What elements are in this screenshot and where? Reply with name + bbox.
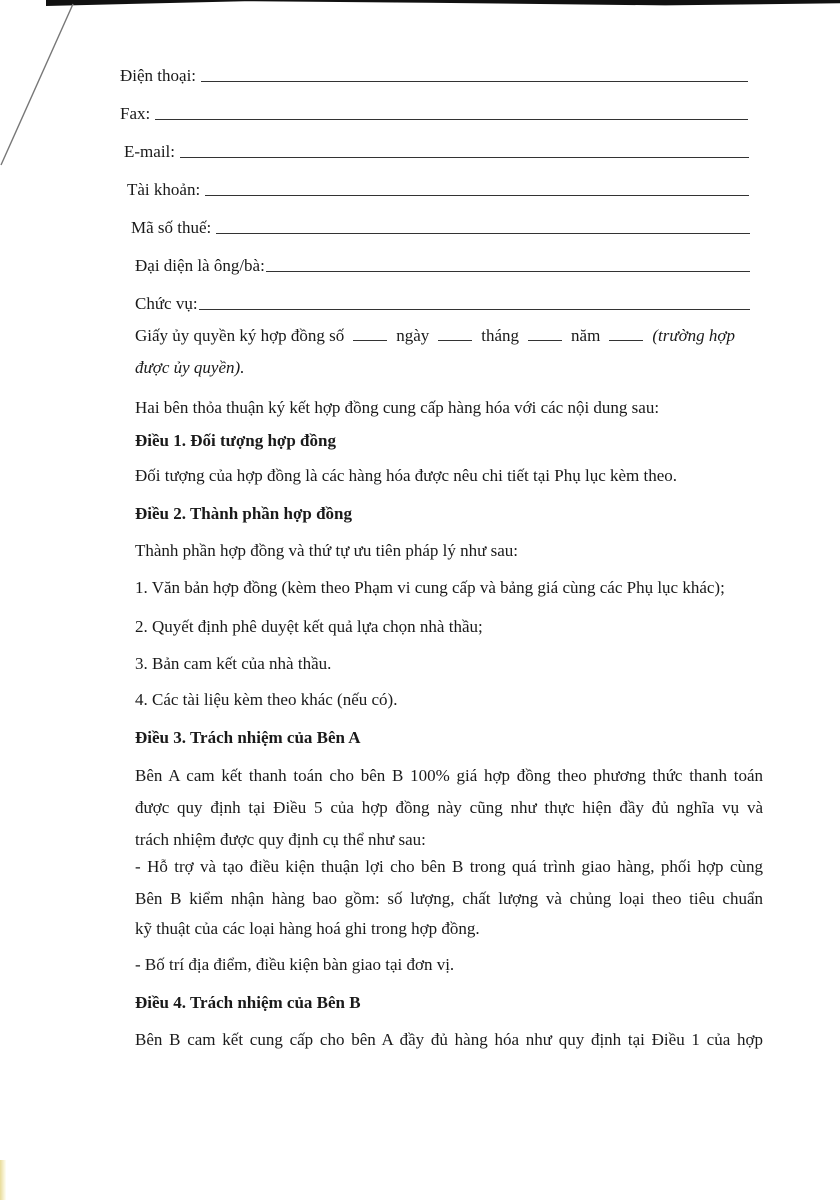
page-edge-corner: [0, 1160, 6, 1200]
article2-item: 3. Bản cam kết của nhà thầu.: [135, 654, 332, 673]
position-field[interactable]: [135, 290, 750, 314]
article3-title: Điều 3. Trách nhiệm của Bên A: [135, 728, 361, 747]
fax-field[interactable]: [120, 100, 748, 124]
tax-code-field[interactable]: [131, 214, 750, 238]
page-edge-shadow: [46, 0, 840, 6]
fax-label: Fax:: [120, 104, 151, 123]
article1-title: Điều 1. Đối tượng hợp đồng: [135, 431, 336, 450]
phone-blank[interactable]: [201, 81, 748, 82]
authorization-prefix: Giấy ủy quyền ký hợp đồng số: [135, 326, 345, 345]
email-field[interactable]: [124, 138, 749, 162]
authorization-day-label: ngày: [396, 326, 430, 345]
authorization-year-blank[interactable]: [609, 326, 643, 341]
fax-blank[interactable]: [155, 119, 748, 120]
article3-body-line: trách nhiệm được quy định cụ thể như sau:: [135, 830, 426, 849]
tax-code-label: Mã số thuế:: [131, 218, 212, 237]
article2-item: 4. Các tài liệu kèm theo khác (nếu có).: [135, 690, 398, 709]
account-blank[interactable]: [205, 195, 749, 196]
authorization-year-label: năm: [571, 326, 601, 345]
article3-body-line: được quy định tại Điều 5 của hợp đồng này cũng như thực hiện đầy đủ nghĩa vụ và: [135, 798, 763, 817]
article3-bullet-line: - Hỗ trợ và tạo điều kiện thuận lợi cho bên B trong quá trình giao hàng, phối hợp cùng: [135, 857, 763, 876]
article2-item: 2. Quyết định phê duyệt kết quả lựa chọn nhà thầu;: [135, 617, 483, 636]
email-label: E-mail:: [124, 142, 175, 161]
authorization-month-label: tháng: [481, 326, 520, 345]
phone-field[interactable]: [120, 62, 748, 86]
article3-body-line: Bên A cam kết thanh toán cho bên B 100% giá hợp đồng theo phương thức thanh toán: [135, 766, 763, 785]
article3-bullet: - Bố trí địa điểm, điều kiện bàn giao tại đơn vị.: [135, 955, 455, 974]
page-edge-fold: [0, 0, 80, 170]
article3-bullet-line: kỹ thuật của các loại hàng hoá ghi trong hợp đồng.: [135, 919, 480, 938]
authorization-month-blank[interactable]: [528, 326, 562, 341]
position-label: Chức vụ:: [135, 294, 198, 313]
article2-body: Thành phần hợp đồng và thứ tự ưu tiên pháp lý như sau:: [135, 541, 518, 560]
authorization-note: (trường hợp: [652, 326, 735, 345]
authorization-day-blank[interactable]: [438, 326, 472, 341]
representative-field[interactable]: [135, 252, 750, 276]
account-field[interactable]: [127, 176, 749, 200]
article4-body: Bên B cam kết cung cấp cho bên A đầy đủ hàng hóa như quy định tại Điều 1 của hợp: [135, 1030, 763, 1049]
email-blank[interactable]: [180, 157, 749, 158]
article3-bullet-line: Bên B kiểm nhận hàng bao gồm: số lượng, chất lượng và chủng loại theo tiêu chuẩn: [135, 889, 763, 908]
article1-body: Đối tượng của hợp đồng là các hàng hóa được nêu chi tiết tại Phụ lục kèm theo.: [135, 466, 678, 485]
article2-item: 1. Văn bản hợp đồng (kèm theo Phạm vi cung cấp và bảng giá cùng các Phụ lục khác);: [135, 578, 725, 597]
tax-code-blank[interactable]: [216, 233, 750, 234]
authorization-note-cont: được ủy quyền).: [135, 358, 245, 377]
phone-label: Điện thoại:: [120, 66, 197, 85]
intro-text: Hai bên thỏa thuận ký kết hợp đồng cung cấp hàng hóa với các nội dung sau:: [135, 398, 660, 417]
authorization-number-blank[interactable]: [353, 326, 387, 341]
representative-blank[interactable]: [266, 271, 750, 272]
representative-label: Đại diện là ông/bà:: [135, 256, 265, 275]
account-label: Tài khoản:: [127, 180, 201, 199]
article4-title: Điều 4. Trách nhiệm của Bên B: [135, 993, 361, 1012]
position-blank[interactable]: [199, 309, 750, 310]
article2-title: Điều 2. Thành phần hợp đồng: [135, 504, 352, 523]
authorization-line: [135, 326, 735, 346]
